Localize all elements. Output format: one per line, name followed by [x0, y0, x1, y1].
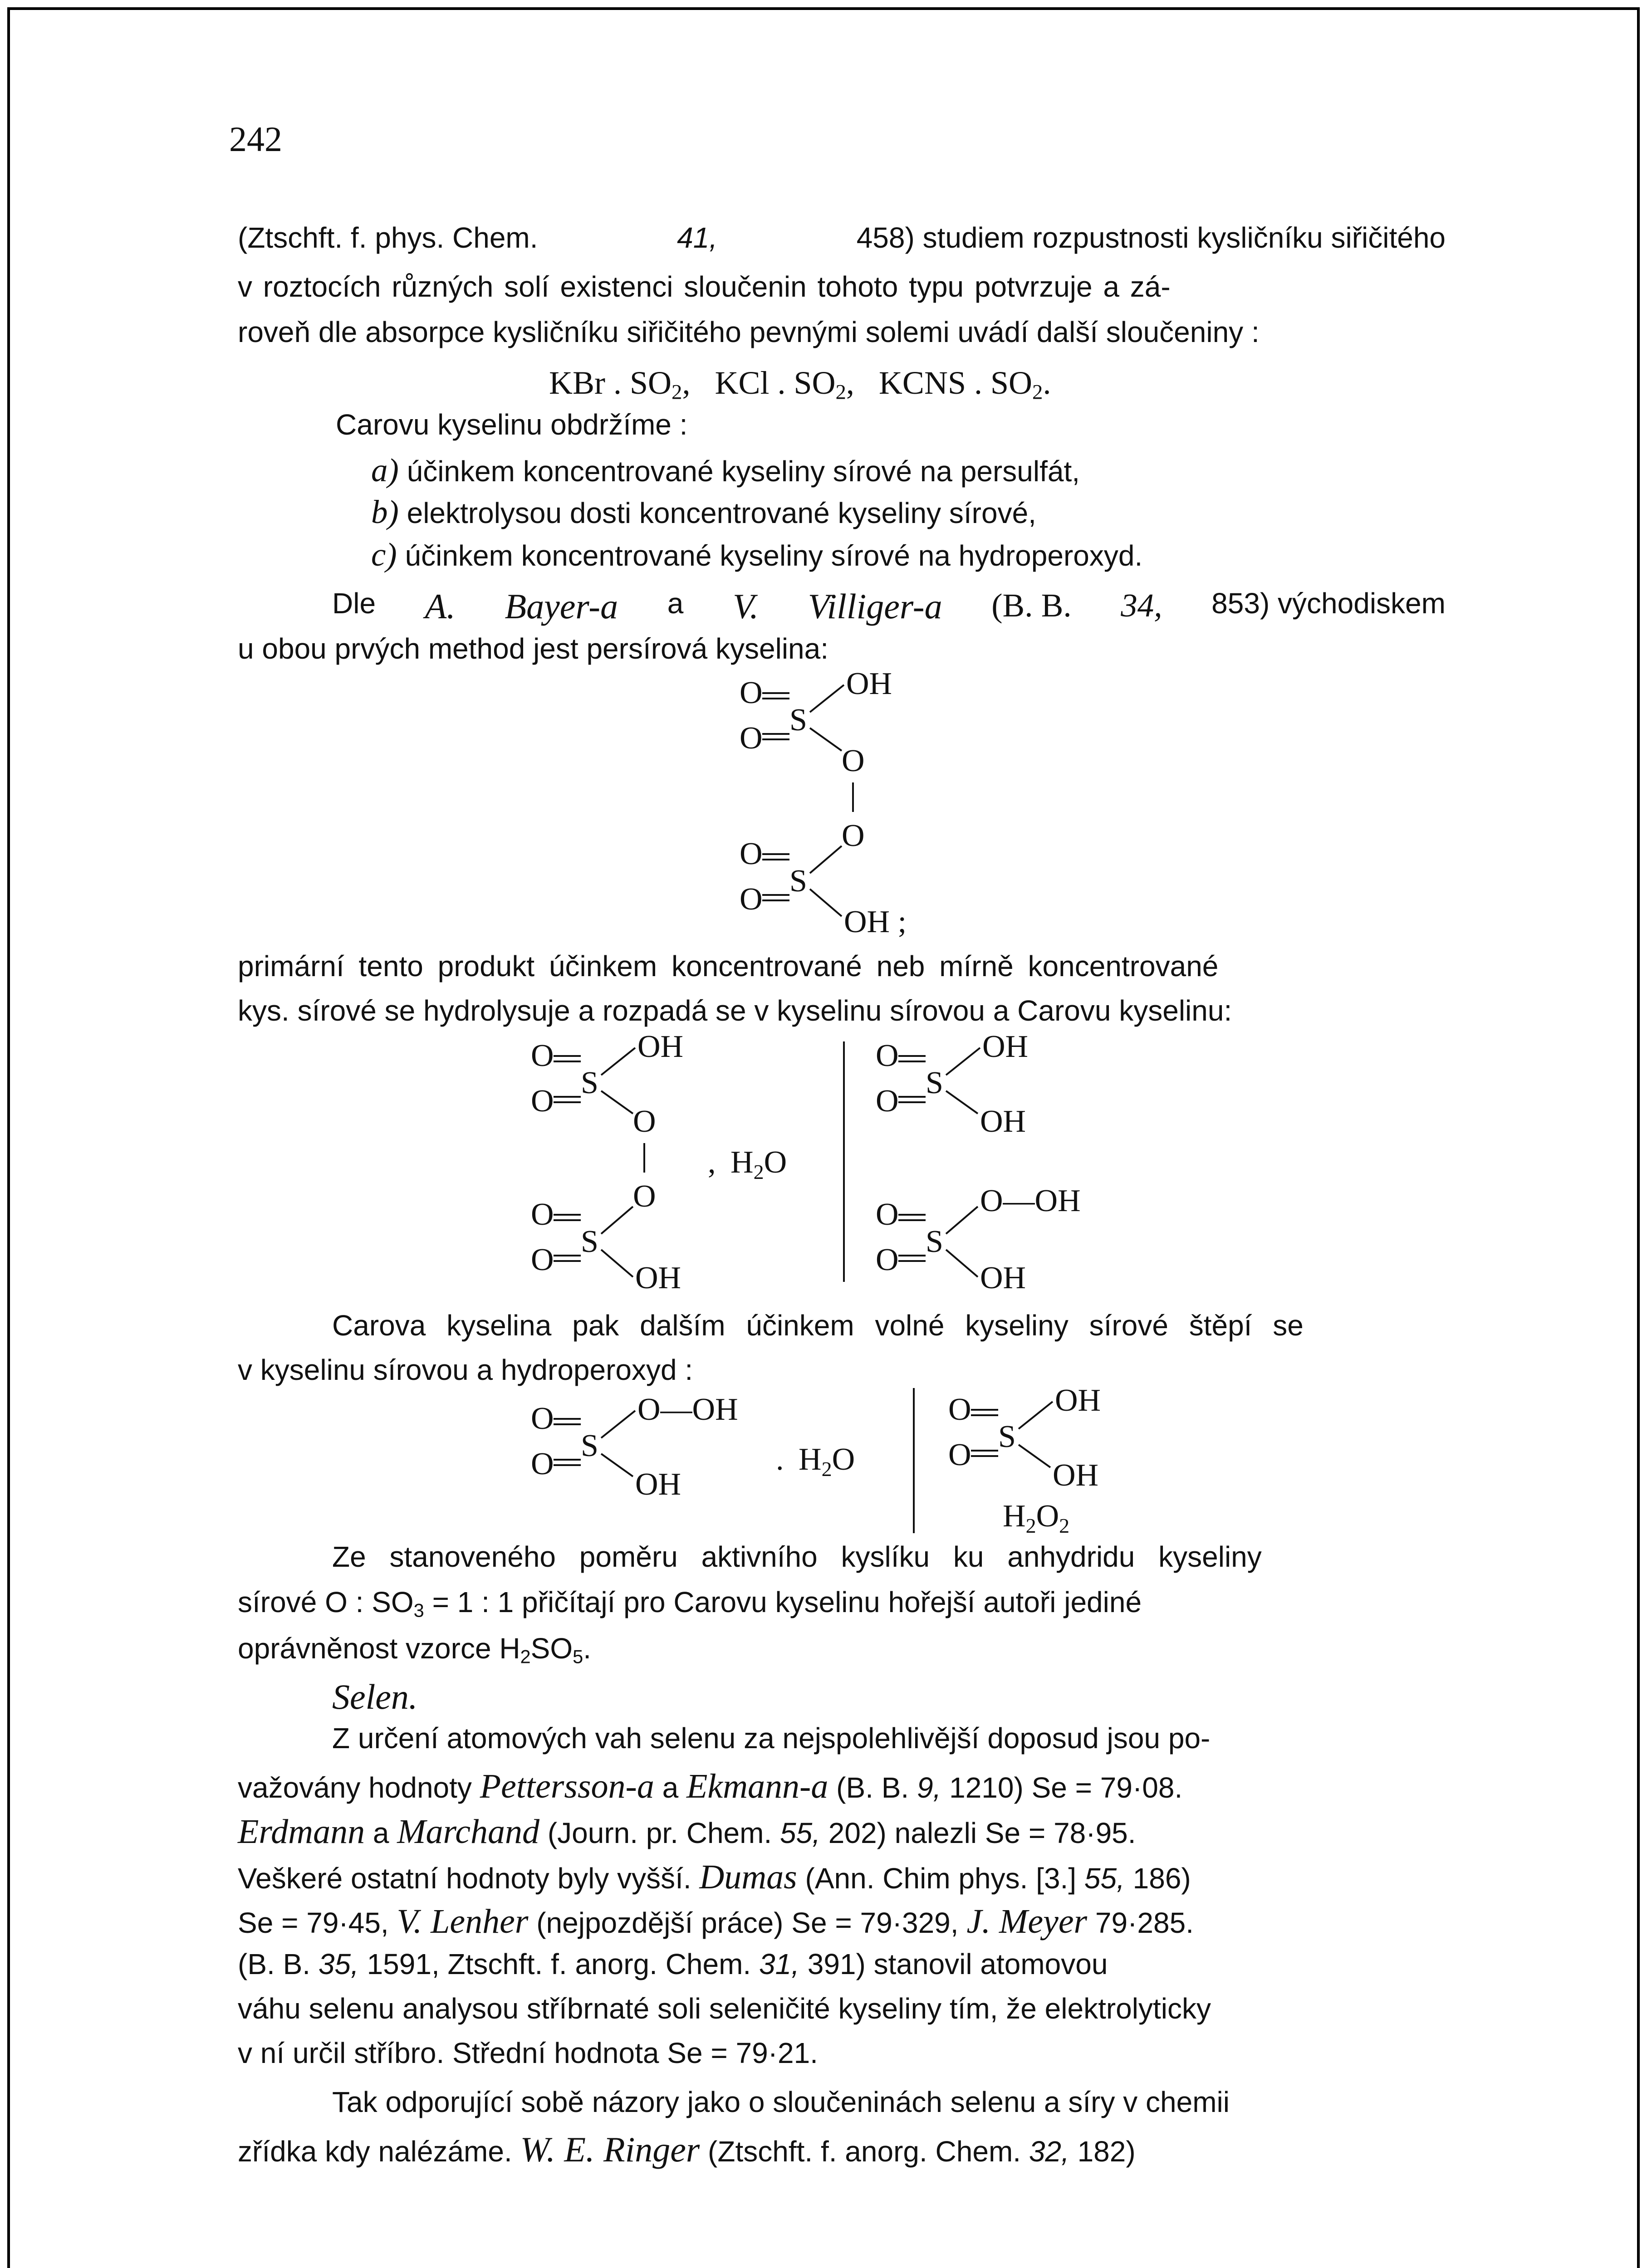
atom-o: O — [531, 1084, 554, 1119]
page-number: 242 — [229, 119, 282, 159]
bond — [946, 1048, 980, 1075]
text-fragment: Dle — [332, 587, 376, 620]
author-pettersson: Pettersson-a — [480, 1767, 654, 1805]
compound-kcns: KCNS . SO — [878, 365, 1033, 401]
group-oh: OH — [846, 666, 892, 701]
atom-h: H — [1003, 1499, 1026, 1534]
text-fragment: 202) nalezli Se = 78·95. — [820, 1817, 1136, 1849]
selen-line-4 — [238, 1860, 1191, 1894]
volume-number: 35, — [318, 1948, 359, 1980]
text-fragment: zřídka kdy nalézáme. — [238, 2135, 520, 2168]
method-text: účinkem koncentrované kyseliny sírové na persulfát, — [407, 455, 1080, 488]
text-fragment: 79·285. — [1087, 1906, 1194, 1939]
selen-line-5 — [238, 1904, 1194, 1939]
water — [799, 1442, 855, 1481]
author-initial: V. — [732, 587, 759, 626]
group-oh: OH ; — [844, 904, 907, 939]
subscript: 2 — [835, 380, 846, 404]
atom-o: O — [633, 1179, 656, 1214]
subscript: 2 — [520, 1646, 531, 1667]
group-oh: OH — [637, 1029, 684, 1064]
atom-s: S — [581, 1428, 598, 1463]
bayer-para-line-2: u obou prvých method jest persírová kyselina: — [238, 632, 828, 665]
primary-para-line-2: kys. sírové se hydrolysuje a rozpadá se v kyselinu sírovou a Carovu kyselinu: — [238, 994, 1232, 1027]
separator: , — [682, 365, 691, 401]
method-c — [371, 538, 1142, 571]
text-fragment: oprávněnost vzorce H — [238, 1632, 520, 1665]
atom-o: O — [842, 818, 865, 853]
text-fragment: (Ztschft. f. anorg. Chem. — [700, 2135, 1029, 2168]
author-ringer: W. E. Ringer — [520, 2130, 700, 2169]
group-o-oh: O—OH — [637, 1392, 738, 1427]
text-fragment: (B. B. — [828, 1771, 917, 1804]
text-fragment: 391) stanovil atomovou — [799, 1948, 1108, 1980]
final-line-2 — [238, 2132, 1136, 2167]
formula-divider — [913, 1388, 915, 1533]
text-fragment: važovány hodnoty — [238, 1771, 480, 1804]
atom-o: O — [633, 1104, 656, 1139]
atom-s: S — [789, 864, 807, 899]
text-fragment: (Ann. Chim phys. [3.] — [797, 1862, 1084, 1895]
atom-s: S — [998, 1419, 1016, 1454]
formula-hydrolysis-left — [517, 1029, 787, 1306]
formula-persulfuric-acid — [726, 666, 998, 962]
group-oh: OH — [982, 1029, 1029, 1064]
text-fragment: sírové O : SO — [238, 1586, 414, 1618]
method-text: elektrolysou dosti koncentrované kyseliny sírové, — [407, 497, 1036, 529]
bond — [810, 728, 842, 751]
water — [730, 1145, 787, 1183]
subscript: 2 — [672, 380, 682, 404]
volume-number: 9, — [917, 1771, 941, 1804]
paragraph-1-line-1 — [238, 223, 1446, 252]
bond — [810, 685, 844, 712]
volume-number: 41, — [677, 221, 718, 254]
selen-line-8: v ní určil stříbro. Střední hodnota Se = 79·21. — [238, 2037, 818, 2069]
text-fragment: 853) východiskem — [1211, 587, 1446, 620]
text-fragment: 182) — [1069, 2135, 1136, 2168]
atom-o: O — [531, 1197, 554, 1232]
author-bayer: Bayer-a — [505, 587, 618, 626]
atom-o: O — [842, 743, 865, 778]
ratio-line-2 — [238, 1586, 1142, 1621]
volume-number: 34, — [1121, 587, 1162, 624]
author-initial: A. — [425, 587, 456, 626]
text-fragment: a — [667, 587, 684, 620]
atom-h: H — [799, 1442, 822, 1477]
atom-o: O — [740, 721, 763, 756]
selen-line-3 — [238, 1814, 1136, 1849]
author-lenher: V. Lenher — [397, 1902, 529, 1941]
subscript: 2 — [1032, 380, 1043, 404]
formula-decomposition-right — [935, 1383, 1162, 1542]
selen-line-2 — [238, 1769, 1182, 1804]
selen-line-1: Z určení atomových vah selenu za nejspolehlivější doposud jsou po- — [332, 1722, 1211, 1755]
compound-kbr: KBr . SO — [549, 365, 672, 401]
comma: , — [708, 1145, 716, 1180]
author-marchand: Marchand — [397, 1813, 540, 1851]
hydrogen-peroxide — [1003, 1499, 1069, 1537]
reference: (B. B. — [991, 587, 1072, 624]
caro-acid-line-1: Carova kyselina pak dalším účinkem volné kyseliny sírové štěpí se — [332, 1309, 1304, 1342]
atom-o: O — [531, 1401, 554, 1436]
atom-o: O — [832, 1442, 855, 1477]
subscript: 2 — [1059, 1514, 1070, 1537]
atom-o: O — [531, 1038, 554, 1073]
paragraph-1-line-3: roveň dle absorpce kysličníku siřičitého pevnými solemi uvádí další sloučeniny : — [238, 316, 1260, 348]
formula-decomposition-left — [517, 1392, 889, 1533]
bond — [810, 889, 842, 916]
atom-o: O — [876, 1197, 899, 1232]
caro-intro: Carovu kyselinu obdržíme : — [336, 408, 688, 441]
formula-divider — [843, 1041, 845, 1282]
group-oh: OH — [635, 1467, 681, 1502]
text-fragment: 458) studiem rozpustnosti kysličníku siřičitého — [856, 221, 1446, 254]
method-a — [371, 454, 1080, 487]
bond — [601, 1091, 633, 1114]
atom-o: O — [1036, 1499, 1059, 1534]
atom-o: O — [740, 675, 763, 710]
dot: . — [776, 1442, 784, 1477]
author-villiger: Villiger-a — [808, 587, 942, 626]
primary-para-line-1: primární tento produkt účinkem koncentrované neb mírně koncentrované — [238, 950, 1219, 982]
atom-o: O — [876, 1038, 899, 1073]
volume-number: 55, — [780, 1817, 820, 1849]
text-fragment: 1591, Ztschft. f. anorg. Chem. — [358, 1948, 759, 1980]
group-oh: OH — [980, 1104, 1026, 1139]
separator: . — [1043, 365, 1051, 401]
method-text: účinkem koncentrované kyseliny sírové na hydroperoxyd. — [405, 539, 1143, 572]
atom-o: O — [876, 1242, 899, 1277]
text-fragment: (nejpozdější práce) Se = 79·329, — [528, 1906, 967, 1939]
text-fragment: (Journ. pr. Chem. — [539, 1817, 780, 1849]
atom-s: S — [789, 703, 807, 738]
atom-o: O — [764, 1145, 787, 1180]
text-fragment: SO — [530, 1632, 573, 1665]
method-letter: c) — [371, 536, 397, 573]
ratio-line-1: Ze stanoveného poměru aktivního kyslíku ku anhydridu kyseliny — [332, 1540, 1262, 1573]
atom-s: S — [581, 1224, 598, 1259]
text-fragment: a — [654, 1771, 686, 1804]
author-ekmann: Ekmann-a — [686, 1767, 828, 1805]
text-fragment: . — [583, 1632, 592, 1665]
paragraph-1-line-2: v roztocích různých solí existenci sloučenin tohoto typu potvrzuje a zá- — [238, 270, 1171, 303]
bond — [946, 1250, 978, 1277]
text-fragment: a — [365, 1817, 397, 1849]
final-line-1: Tak odporující sobě názory jako o sloučeninách selenu a síry v chemii — [332, 2086, 1230, 2118]
text-fragment: = 1 : 1 přičítají pro Carovu kyselinu hořejší autoři jediné — [424, 1586, 1142, 1618]
formula-hydrolysis-right — [862, 1029, 1134, 1306]
method-letter: b) — [371, 494, 399, 530]
atom-o: O — [948, 1437, 971, 1472]
group-oh: OH — [1053, 1458, 1099, 1493]
atom-o: O — [531, 1242, 554, 1277]
selen-line-6 — [238, 1950, 1108, 1979]
group-oh: OH — [1055, 1383, 1101, 1418]
text-fragment: (Ztschft. f. phys. Chem. — [238, 221, 538, 254]
section-heading-selen: Selen. — [332, 1677, 418, 1716]
text-fragment: Se = 79·45, — [238, 1906, 397, 1939]
atom-o: O — [531, 1447, 554, 1481]
bond — [601, 1207, 633, 1234]
volume-number: 31, — [759, 1948, 799, 1980]
atom-s: S — [581, 1066, 598, 1100]
text-fragment: Veškeré ostatní hodnoty byly vyšší. — [238, 1862, 700, 1895]
author-meyer: J. Meyer — [966, 1902, 1088, 1941]
bond — [1019, 1445, 1050, 1467]
atom-o: O — [876, 1084, 899, 1119]
subscript: 5 — [573, 1646, 583, 1667]
author-dumas: Dumas — [699, 1858, 797, 1896]
subscript: 2 — [753, 1160, 764, 1183]
bond — [1019, 1402, 1053, 1429]
method-letter: a) — [371, 452, 399, 489]
atom-o: O — [948, 1392, 971, 1427]
separator: , — [846, 365, 854, 401]
subscript: 2 — [821, 1457, 832, 1481]
text-fragment: 186) — [1124, 1862, 1191, 1895]
subscript: 3 — [413, 1599, 424, 1621]
text-fragment: (B. B. — [238, 1948, 319, 1980]
compound-kcl: KCl . SO — [715, 365, 836, 401]
ratio-line-3 — [238, 1632, 592, 1667]
text-fragment: 1210) Se = 79·08. — [941, 1771, 1183, 1804]
method-b — [371, 495, 1036, 528]
bayer-para-line-1 — [332, 589, 1446, 624]
bond — [601, 1454, 633, 1476]
group-oh: OH — [980, 1261, 1026, 1295]
volume-number: 55, — [1084, 1862, 1125, 1895]
atom-s: S — [926, 1224, 943, 1259]
bond — [810, 846, 842, 873]
bond — [601, 1411, 635, 1438]
atom-h: H — [730, 1145, 754, 1180]
compounds-line — [549, 365, 1051, 404]
author-erdmann: Erdmann — [238, 1813, 365, 1851]
selen-line-7: váhu selenu analysou stříbrnaté soli seleničité kyseliny tím, že elektrolyticky — [238, 1992, 1211, 2025]
bond — [601, 1048, 635, 1075]
caro-acid-line-2: v kyselinu sírovou a hydroperoxyd : — [238, 1354, 693, 1386]
atom-o: O — [740, 836, 763, 871]
atom-o: O — [740, 882, 763, 917]
atom-s: S — [926, 1066, 943, 1100]
bond — [601, 1250, 633, 1277]
group-o-oh: O—OH — [980, 1183, 1081, 1218]
bond — [946, 1091, 978, 1114]
subscript: 2 — [1025, 1514, 1036, 1537]
bond — [946, 1207, 978, 1234]
group-oh: OH — [635, 1261, 681, 1295]
volume-number: 32, — [1029, 2135, 1069, 2168]
